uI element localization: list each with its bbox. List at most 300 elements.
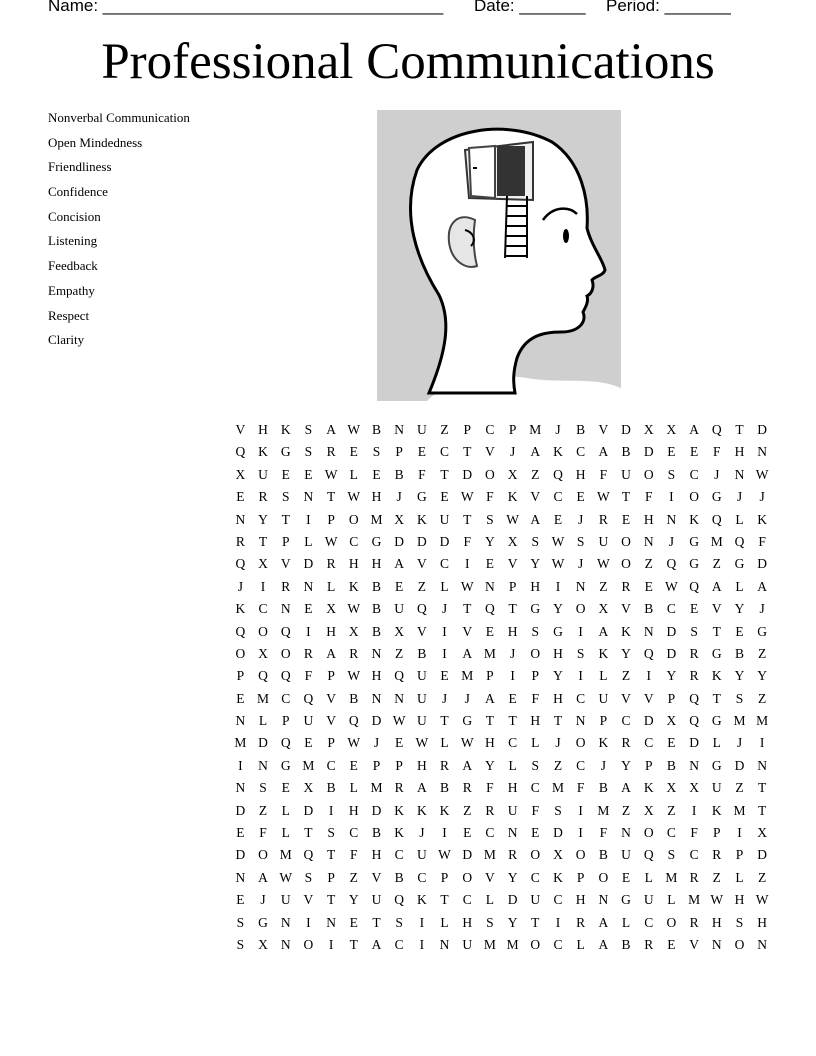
grid-letter[interactable]: B: [371, 825, 381, 841]
grid-letter[interactable]: E: [304, 601, 313, 617]
grid-letter[interactable]: Z: [395, 645, 404, 661]
grid-letter[interactable]: S: [531, 533, 540, 549]
grid-letter[interactable]: H: [462, 914, 473, 930]
grid-letter[interactable]: K: [416, 802, 427, 818]
grid-letter[interactable]: L: [735, 869, 744, 885]
grid-letter[interactable]: M: [733, 802, 746, 818]
grid-letter[interactable]: C: [349, 825, 359, 841]
grid-letter[interactable]: W: [460, 489, 474, 505]
grid-letter[interactable]: V: [303, 892, 314, 908]
grid-letter[interactable]: X: [258, 556, 268, 572]
grid-letter[interactable]: I: [759, 735, 765, 751]
grid-letter[interactable]: N: [235, 713, 246, 729]
grid-letter[interactable]: Q: [485, 601, 495, 617]
grid-letter[interactable]: A: [462, 645, 473, 661]
grid-letter[interactable]: Z: [349, 869, 358, 885]
grid-letter[interactable]: V: [711, 601, 722, 617]
grid-letter[interactable]: Z: [258, 802, 268, 818]
grid-letter[interactable]: Y: [485, 533, 495, 549]
grid-letter[interactable]: S: [690, 623, 698, 639]
grid-letter[interactable]: Z: [758, 690, 767, 706]
grid-letter[interactable]: I: [578, 623, 583, 639]
grid-letter[interactable]: W: [596, 556, 610, 572]
grid-letter[interactable]: Q: [643, 645, 654, 661]
grid-letter[interactable]: W: [347, 668, 361, 684]
grid-letter[interactable]: B: [644, 601, 654, 617]
grid-letter[interactable]: Q: [280, 735, 291, 751]
grid-letter[interactable]: O: [689, 489, 699, 505]
grid-letter[interactable]: N: [621, 825, 631, 841]
grid-letter[interactable]: E: [304, 466, 313, 482]
grid-letter[interactable]: R: [576, 914, 586, 930]
grid-letter[interactable]: G: [462, 713, 473, 729]
grid-letter[interactable]: O: [643, 825, 654, 841]
grid-letter[interactable]: R: [689, 914, 699, 930]
grid-letter[interactable]: J: [237, 578, 243, 594]
grid-letter[interactable]: P: [576, 869, 585, 885]
grid-letter[interactable]: F: [531, 690, 540, 706]
grid-letter[interactable]: E: [395, 735, 404, 751]
grid-letter[interactable]: C: [485, 422, 495, 437]
grid-letter[interactable]: N: [575, 713, 586, 729]
grid-letter[interactable]: K: [258, 444, 268, 460]
grid-letter[interactable]: Z: [644, 556, 653, 572]
grid-letter[interactable]: L: [735, 578, 744, 594]
grid-letter[interactable]: P: [327, 511, 335, 527]
grid-letter[interactable]: Z: [735, 780, 744, 796]
grid-letter[interactable]: Y: [485, 757, 495, 773]
grid-letter[interactable]: S: [259, 780, 267, 796]
grid-letter[interactable]: L: [508, 757, 517, 773]
grid-letter[interactable]: E: [281, 466, 290, 482]
grid-letter[interactable]: E: [576, 489, 585, 505]
grid-letter[interactable]: U: [643, 892, 654, 908]
grid-letter[interactable]: S: [236, 936, 245, 952]
grid-letter[interactable]: V: [280, 556, 291, 572]
grid-letter[interactable]: U: [621, 466, 631, 482]
grid-letter[interactable]: D: [439, 533, 450, 549]
grid-letter[interactable]: I: [328, 802, 334, 818]
grid-letter[interactable]: A: [462, 757, 473, 773]
grid-letter[interactable]: X: [689, 780, 699, 796]
grid-letter[interactable]: I: [306, 511, 311, 527]
grid-letter[interactable]: E: [667, 936, 676, 952]
grid-letter[interactable]: B: [371, 601, 381, 617]
grid-letter[interactable]: C: [644, 914, 654, 930]
grid-letter[interactable]: N: [303, 489, 314, 505]
grid-letter[interactable]: O: [575, 847, 586, 863]
grid-letter[interactable]: P: [327, 668, 335, 684]
grid-letter[interactable]: B: [349, 690, 359, 706]
grid-letter[interactable]: L: [644, 869, 653, 885]
grid-letter[interactable]: E: [236, 892, 245, 908]
grid-letter[interactable]: P: [667, 690, 676, 706]
grid-letter[interactable]: Z: [712, 556, 721, 572]
grid-letter[interactable]: L: [349, 780, 358, 796]
grid-letter[interactable]: Y: [553, 668, 563, 684]
grid-letter[interactable]: N: [371, 645, 382, 661]
grid-letter[interactable]: G: [280, 444, 291, 460]
grid-letter[interactable]: J: [714, 466, 720, 482]
grid-letter[interactable]: C: [394, 847, 404, 863]
grid-letter[interactable]: G: [280, 757, 291, 773]
grid-letter[interactable]: V: [621, 601, 631, 617]
grid-letter[interactable]: M: [370, 780, 383, 796]
grid-letter[interactable]: F: [758, 533, 766, 549]
grid-letter[interactable]: E: [417, 444, 426, 460]
grid-letter[interactable]: R: [508, 847, 518, 863]
grid-letter[interactable]: C: [462, 892, 472, 908]
grid-letter[interactable]: O: [575, 735, 586, 751]
grid-letter[interactable]: C: [440, 444, 450, 460]
grid-letter[interactable]: J: [441, 601, 448, 617]
grid-letter[interactable]: I: [737, 825, 742, 841]
grid-letter[interactable]: B: [621, 936, 631, 952]
grid-letter[interactable]: U: [416, 422, 427, 437]
grid-letter[interactable]: E: [281, 780, 290, 796]
grid-letter[interactable]: F: [463, 533, 471, 549]
grid-letter[interactable]: K: [689, 511, 699, 527]
grid-letter[interactable]: P: [327, 869, 335, 885]
grid-letter[interactable]: P: [735, 847, 744, 863]
grid-letter[interactable]: Q: [416, 601, 427, 617]
grid-letter[interactable]: T: [258, 533, 268, 549]
grid-letter[interactable]: M: [688, 892, 701, 908]
grid-letter[interactable]: O: [530, 936, 541, 952]
grid-letter[interactable]: X: [348, 623, 359, 639]
grid-letter[interactable]: E: [463, 825, 472, 841]
grid-letter[interactable]: D: [621, 422, 631, 437]
grid-letter[interactable]: H: [326, 623, 336, 639]
grid-letter[interactable]: T: [463, 601, 472, 617]
grid-letter[interactable]: D: [394, 533, 405, 549]
grid-letter[interactable]: V: [235, 422, 246, 437]
grid-letter[interactable]: C: [530, 780, 540, 796]
grid-letter[interactable]: R: [689, 645, 699, 661]
grid-letter[interactable]: F: [531, 802, 540, 818]
grid-letter[interactable]: V: [416, 623, 427, 639]
grid-letter[interactable]: G: [689, 556, 699, 572]
grid-letter[interactable]: N: [666, 511, 677, 527]
grid-letter[interactable]: R: [281, 578, 291, 594]
grid-letter[interactable]: S: [667, 847, 676, 863]
grid-letter[interactable]: B: [371, 578, 381, 594]
grid-letter[interactable]: H: [575, 466, 586, 482]
grid-letter[interactable]: E: [531, 825, 540, 841]
grid-letter[interactable]: G: [757, 623, 768, 639]
grid-letter[interactable]: B: [734, 645, 744, 661]
grid-letter[interactable]: C: [666, 825, 676, 841]
grid-letter[interactable]: S: [281, 489, 290, 505]
grid-letter[interactable]: E: [667, 735, 676, 751]
grid-letter[interactable]: M: [257, 690, 270, 706]
grid-letter[interactable]: J: [441, 690, 448, 706]
grid-letter[interactable]: M: [370, 511, 383, 527]
grid-letter[interactable]: Q: [643, 847, 654, 863]
grid-letter[interactable]: N: [371, 690, 382, 706]
grid-letter[interactable]: E: [485, 556, 495, 572]
grid-letter[interactable]: M: [665, 869, 678, 885]
grid-letter[interactable]: Y: [553, 601, 563, 617]
grid-letter[interactable]: W: [596, 489, 610, 505]
grid-letter[interactable]: G: [711, 713, 722, 729]
grid-letter[interactable]: N: [734, 466, 745, 482]
grid-letter[interactable]: T: [485, 713, 495, 729]
grid-letter[interactable]: X: [598, 601, 609, 617]
name-field[interactable]: Name: ____________________________________: [48, 0, 444, 15]
grid-letter[interactable]: R: [258, 489, 268, 505]
grid-letter[interactable]: U: [621, 847, 631, 863]
grid-letter[interactable]: S: [304, 422, 313, 437]
grid-letter[interactable]: P: [486, 668, 494, 684]
grid-letter[interactable]: N: [280, 936, 291, 952]
grid-letter[interactable]: J: [396, 489, 402, 505]
grid-letter[interactable]: A: [598, 914, 609, 930]
grid-letter[interactable]: U: [258, 466, 268, 482]
grid-letter[interactable]: I: [419, 936, 425, 952]
grid-letter[interactable]: A: [757, 578, 768, 594]
grid-letter[interactable]: N: [575, 578, 586, 594]
grid-letter[interactable]: D: [303, 556, 314, 572]
grid-letter[interactable]: H: [553, 690, 563, 706]
period-field[interactable]: Period: _______: [606, 0, 731, 15]
grid-letter[interactable]: H: [643, 511, 654, 527]
grid-letter[interactable]: X: [666, 422, 677, 437]
date-field[interactable]: Date: _______: [474, 0, 586, 15]
grid-letter[interactable]: U: [598, 690, 609, 706]
grid-letter[interactable]: I: [464, 556, 470, 572]
grid-letter[interactable]: B: [576, 422, 586, 437]
grid-letter[interactable]: L: [440, 914, 449, 930]
grid-letter[interactable]: Q: [711, 422, 722, 437]
grid-letter[interactable]: T: [553, 713, 563, 729]
grid-letter[interactable]: Y: [734, 601, 745, 617]
grid-letter[interactable]: V: [689, 936, 699, 952]
grid-letter[interactable]: T: [758, 802, 767, 818]
grid-letter[interactable]: M: [461, 668, 474, 684]
grid-letter[interactable]: U: [280, 892, 291, 908]
grid-letter[interactable]: E: [236, 489, 245, 505]
grid-letter[interactable]: T: [621, 489, 631, 505]
grid-letter[interactable]: B: [598, 847, 608, 863]
grid-letter[interactable]: Z: [531, 466, 540, 482]
grid-letter[interactable]: M: [756, 713, 769, 729]
grid-letter[interactable]: F: [713, 444, 721, 460]
grid-letter[interactable]: P: [713, 825, 721, 841]
grid-letter[interactable]: R: [689, 668, 699, 684]
grid-letter[interactable]: I: [306, 914, 311, 930]
grid-letter[interactable]: N: [235, 780, 246, 796]
grid-letter[interactable]: I: [260, 578, 266, 594]
grid-letter[interactable]: C: [553, 489, 563, 505]
grid-letter[interactable]: E: [621, 869, 631, 885]
grid-letter[interactable]: Q: [235, 444, 246, 460]
grid-letter[interactable]: D: [757, 422, 768, 437]
grid-letter[interactable]: P: [644, 757, 653, 773]
grid-letter[interactable]: P: [508, 578, 517, 594]
grid-letter[interactable]: N: [643, 623, 654, 639]
grid-letter[interactable]: R: [485, 802, 495, 818]
grid-letter[interactable]: O: [280, 645, 291, 661]
grid-letter[interactable]: S: [667, 466, 676, 482]
grid-letter[interactable]: U: [530, 892, 541, 908]
grid-letter[interactable]: D: [757, 847, 768, 863]
grid-letter[interactable]: R: [621, 578, 631, 594]
grid-letter[interactable]: P: [395, 757, 403, 773]
grid-letter[interactable]: Z: [712, 869, 721, 885]
grid-letter[interactable]: M: [551, 780, 564, 796]
grid-letter[interactable]: Y: [348, 892, 359, 908]
grid-letter[interactable]: L: [531, 735, 540, 751]
grid-letter[interactable]: W: [392, 713, 406, 729]
grid-letter[interactable]: N: [394, 690, 405, 706]
grid-letter[interactable]: E: [689, 601, 699, 617]
grid-letter[interactable]: E: [304, 735, 313, 751]
grid-letter[interactable]: X: [507, 533, 518, 549]
grid-letter[interactable]: X: [258, 645, 268, 661]
grid-letter[interactable]: P: [395, 444, 403, 460]
grid-letter[interactable]: K: [394, 802, 405, 818]
grid-letter[interactable]: F: [259, 825, 267, 841]
grid-letter[interactable]: I: [442, 825, 447, 841]
grid-letter[interactable]: E: [553, 511, 563, 527]
grid-letter[interactable]: K: [553, 444, 563, 460]
grid-letter[interactable]: J: [578, 511, 584, 527]
grid-letter[interactable]: J: [759, 489, 765, 505]
grid-letter[interactable]: G: [530, 601, 541, 617]
grid-letter[interactable]: G: [621, 892, 631, 908]
grid-letter[interactable]: T: [440, 892, 449, 908]
grid-letter[interactable]: K: [711, 802, 722, 818]
grid-letter[interactable]: K: [280, 422, 291, 437]
grid-letter[interactable]: U: [303, 713, 314, 729]
grid-letter[interactable]: A: [258, 869, 268, 885]
grid-letter[interactable]: J: [668, 533, 675, 549]
grid-letter[interactable]: T: [758, 780, 767, 796]
grid-letter[interactable]: O: [258, 847, 268, 863]
grid-letter[interactable]: J: [736, 735, 743, 751]
grid-letter[interactable]: A: [530, 511, 541, 527]
grid-letter[interactable]: N: [326, 914, 336, 930]
grid-letter[interactable]: E: [644, 578, 653, 594]
grid-letter[interactable]: H: [371, 489, 382, 505]
grid-letter[interactable]: L: [440, 578, 449, 594]
grid-letter[interactable]: G: [711, 645, 722, 661]
grid-letter[interactable]: X: [394, 623, 405, 639]
grid-letter[interactable]: Q: [348, 713, 359, 729]
grid-letter[interactable]: O: [621, 556, 631, 572]
grid-letter[interactable]: F: [644, 489, 653, 505]
grid-letter[interactable]: H: [734, 892, 745, 908]
grid-letter[interactable]: I: [238, 757, 243, 773]
grid-letter[interactable]: L: [667, 892, 676, 908]
grid-letter[interactable]: R: [326, 444, 336, 460]
grid-letter[interactable]: R: [462, 780, 472, 796]
grid-letter[interactable]: U: [416, 668, 427, 684]
grid-letter[interactable]: Z: [599, 578, 608, 594]
grid-letter[interactable]: C: [553, 892, 563, 908]
grid-letter[interactable]: Q: [689, 690, 699, 706]
grid-letter[interactable]: Z: [667, 802, 676, 818]
grid-letter[interactable]: N: [643, 533, 654, 549]
grid-letter[interactable]: U: [371, 892, 382, 908]
grid-letter[interactable]: J: [555, 735, 561, 751]
grid-letter[interactable]: K: [416, 892, 427, 908]
grid-letter[interactable]: D: [235, 847, 246, 863]
grid-letter[interactable]: R: [303, 645, 313, 661]
grid-letter[interactable]: S: [372, 444, 381, 460]
grid-letter[interactable]: O: [598, 869, 609, 885]
grid-letter[interactable]: K: [757, 511, 768, 527]
grid-letter[interactable]: U: [416, 690, 427, 706]
grid-letter[interactable]: V: [530, 489, 541, 505]
grid-letter[interactable]: C: [281, 690, 291, 706]
grid-letter[interactable]: R: [394, 780, 404, 796]
grid-letter[interactable]: B: [326, 780, 336, 796]
grid-letter[interactable]: N: [757, 444, 768, 460]
grid-letter[interactable]: I: [442, 623, 447, 639]
grid-letter[interactable]: O: [575, 601, 586, 617]
grid-letter[interactable]: R: [440, 757, 450, 773]
grid-letter[interactable]: I: [442, 645, 447, 661]
grid-letter[interactable]: S: [327, 825, 335, 841]
grid-letter[interactable]: J: [260, 892, 266, 908]
grid-letter[interactable]: R: [689, 869, 699, 885]
grid-letter[interactable]: G: [689, 533, 699, 549]
grid-letter[interactable]: Q: [734, 533, 745, 549]
grid-letter[interactable]: G: [258, 914, 268, 930]
grid-letter[interactable]: L: [712, 735, 721, 751]
grid-letter[interactable]: N: [235, 869, 246, 885]
grid-letter[interactable]: Q: [235, 556, 246, 572]
grid-letter[interactable]: K: [643, 780, 654, 796]
grid-letter[interactable]: C: [576, 444, 586, 460]
grid-letter[interactable]: P: [327, 735, 335, 751]
grid-letter[interactable]: H: [416, 757, 427, 773]
grid-letter[interactable]: Y: [507, 914, 518, 930]
grid-letter[interactable]: T: [440, 466, 449, 482]
grid-letter[interactable]: T: [531, 914, 540, 930]
grid-letter[interactable]: Q: [666, 556, 677, 572]
grid-letter[interactable]: H: [507, 623, 518, 639]
grid-letter[interactable]: W: [551, 533, 565, 549]
grid-letter[interactable]: B: [371, 422, 381, 437]
grid-letter[interactable]: Y: [258, 511, 268, 527]
grid-letter[interactable]: R: [349, 645, 359, 661]
grid-letter[interactable]: W: [506, 511, 519, 527]
grid-letter[interactable]: J: [509, 645, 516, 661]
grid-letter[interactable]: Q: [553, 466, 563, 482]
grid-letter[interactable]: I: [419, 914, 425, 930]
grid-letter[interactable]: V: [416, 556, 427, 572]
grid-letter[interactable]: O: [485, 466, 495, 482]
grid-letter[interactable]: K: [235, 601, 246, 617]
grid-letter[interactable]: O: [643, 466, 654, 482]
grid-letter[interactable]: X: [394, 511, 405, 527]
grid-letter[interactable]: J: [419, 825, 425, 841]
grid-letter[interactable]: K: [416, 511, 427, 527]
grid-letter[interactable]: E: [735, 623, 744, 639]
grid-letter[interactable]: O: [235, 645, 246, 661]
grid-letter[interactable]: H: [371, 556, 382, 572]
grid-letter[interactable]: H: [530, 713, 541, 729]
grid-letter[interactable]: M: [483, 847, 496, 863]
grid-letter[interactable]: T: [304, 825, 313, 841]
grid-letter[interactable]: E: [621, 511, 631, 527]
grid-letter[interactable]: V: [485, 444, 495, 460]
grid-letter[interactable]: P: [440, 869, 449, 885]
grid-letter[interactable]: Q: [235, 623, 246, 639]
